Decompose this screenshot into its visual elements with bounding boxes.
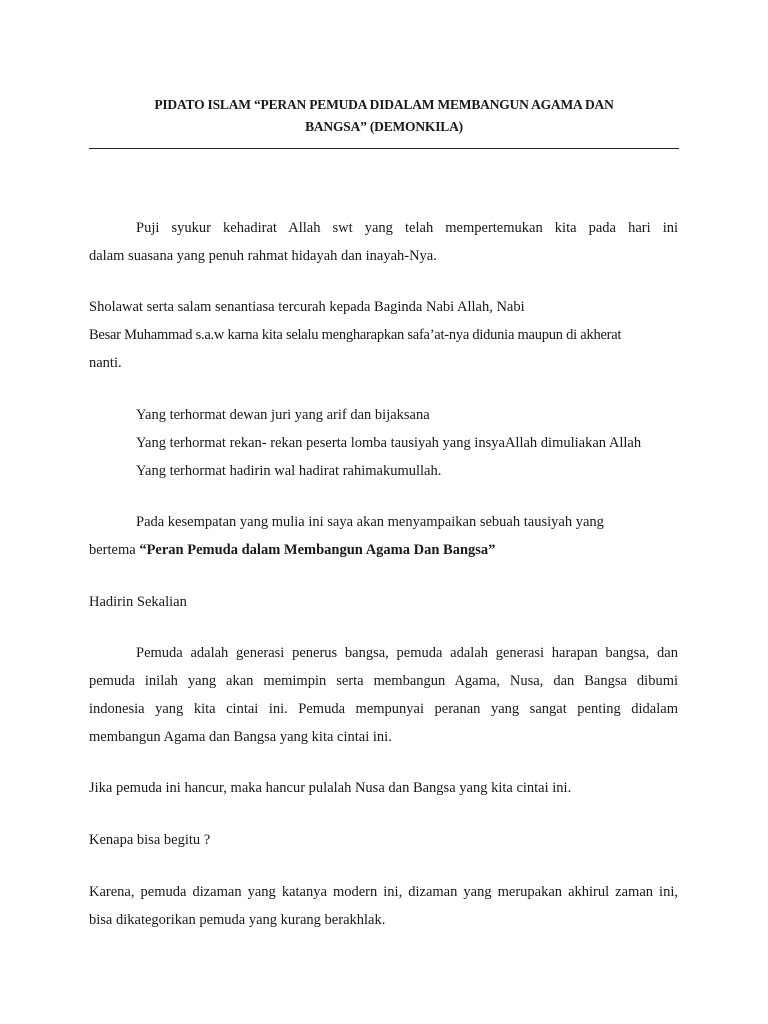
paragraph-5: Jika pemuda ini hancur, maka hancur pulalah Nusa dan Bangsa yang kita cintai ini. xyxy=(89,780,572,796)
paragraph-3-line-2 xyxy=(89,540,678,560)
theme-prefix: bertema xyxy=(89,542,140,558)
paragraph-7-line-2: bisa dikategorikan pemuda yang kurang berakhlak. xyxy=(89,912,386,928)
paragraph-2-line-2: Besar Muhammad s.a.w karna kita selalu mengharapkan safa’at-nya didunia maupun di akherat xyxy=(89,327,622,343)
greeting-line-2: Yang terhormat rekan- rekan peserta lomba tausiyah yang insyaAllah dimuliakan Allah xyxy=(136,435,642,451)
paragraph-4-line-1: Pemuda adalah generasi penerus bangsa, pemuda adalah generasi harapan bangsa, dan xyxy=(136,645,678,661)
paragraph-1-line-2: dalam suasana yang penuh rahmat hidayah dan inayah-Nya. xyxy=(89,248,437,264)
paragraph-6: Kenapa bisa begitu ? xyxy=(89,832,211,848)
title-divider xyxy=(89,148,679,149)
document-title-line-2: BANGSA” (DEMONKILA) xyxy=(305,119,463,134)
paragraph-4-line-2: pemuda inilah yang akan memimpin serta membangun Agama, Nusa, dan Bangsa dibumi xyxy=(89,673,678,689)
theme-title: “Peran Pemuda dalam Membangun Agama Dan Bangsa” xyxy=(139,542,496,558)
document-title-line-1: PIDATO ISLAM “PERAN PEMUDA DIDALAM MEMBANGUN AGAMA DAN xyxy=(154,97,614,112)
paragraph-4-line-3: indonesia yang kita cintai ini. Pemuda mempunyai peranan yang sangat penting didalam xyxy=(89,701,678,717)
paragraph-1-line-1: Puji syukur kehadirat Allah swt yang telah mempertemukan kita pada hari ini xyxy=(136,220,678,236)
paragraph-3-line-1: Pada kesempatan yang mulia ini saya akan menyampaikan sebuah tausiyah yang xyxy=(136,514,604,530)
paragraph-2-line-3: nanti. xyxy=(89,355,122,371)
paragraph-2-line-1: Sholawat serta salam senantiasa tercurah kepada Baginda Nabi Allah, Nabi xyxy=(89,299,525,315)
greeting-line-1: Yang terhormat dewan juri yang arif dan bijaksana xyxy=(136,407,430,423)
paragraph-7-line-1: Karena, pemuda dizaman yang katanya modern ini, dizaman yang merupakan akhirul zaman ini, xyxy=(89,884,678,900)
paragraph-4-line-4: membangun Agama dan Bangsa yang kita cintai ini. xyxy=(89,729,392,745)
greeting-line-3: Yang terhormat hadirin wal hadirat rahimakumullah. xyxy=(136,463,442,479)
hadirin-heading: Hadirin Sekalian xyxy=(89,594,187,610)
